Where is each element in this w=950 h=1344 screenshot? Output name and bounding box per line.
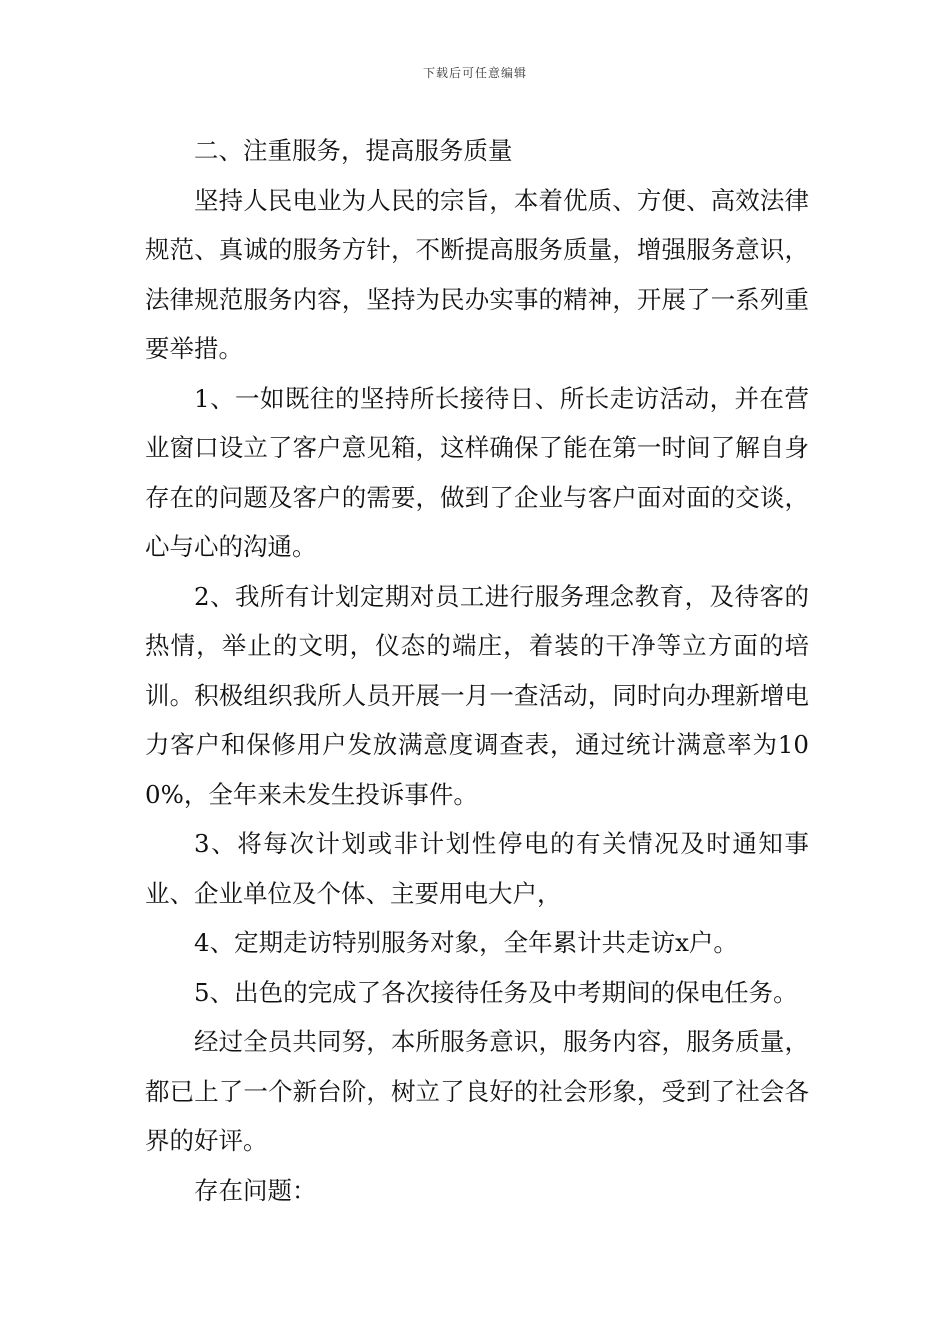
paragraph-issues-heading: 存在问题： xyxy=(194,1175,317,1205)
paragraph-item-3: 3、将每次计划或非计划性停电的有关情况及时通知事业、企业单位及个体、主要用电大户， xyxy=(145,829,809,908)
document-body xyxy=(145,126,809,1215)
paragraph-intro: 坚持人民电业为人民的宗旨，本着优质、方便、高效法律规范、真诚的服务方针，不断提高服务质量，增强服务意识，法律规范服务内容，坚持为民办实事的精神，开展了一系列重要举措。 xyxy=(145,185,809,363)
paragraph-item-5: 5、出色的完成了各次接待任务及中考期间的保电任务。 xyxy=(194,977,798,1007)
paragraph-item-4: 4、定期走访特别服务对象，全年累计共走访x户。 xyxy=(194,928,738,957)
paragraph-summary: 经过全员共同努，本所服务意识，服务内容，服务质量，都已上了一个新台阶，树立了良好的社会形象，受到了社会各界的好评。 xyxy=(145,1027,809,1155)
paragraph-item-2: 2、我所有计划定期对员工进行服务理念教育，及待客的热情，举止的文明，仪态的端庄，着装的干净等立方面的培训。积极组织我所人员开展一月一查活动，同时向办理新增电力客户和保修用户发放满意度调查表，通过统计满意率为100%，全年来未发生投诉事件。 xyxy=(145,581,809,809)
paragraph-item-1: 1、一如既往的坚持所长接待日、所长走访活动，并在营业窗口设立了客户意见箱，这样确保了能在第一时间了解自身存在的问题及客户的需要，做到了企业与客户面对面的交谈，心与心的沟通。 xyxy=(145,383,809,561)
section-heading: 二、注重服务，提高服务质量 xyxy=(194,136,513,165)
header-note: 下载后可任意编辑 xyxy=(422,66,527,80)
